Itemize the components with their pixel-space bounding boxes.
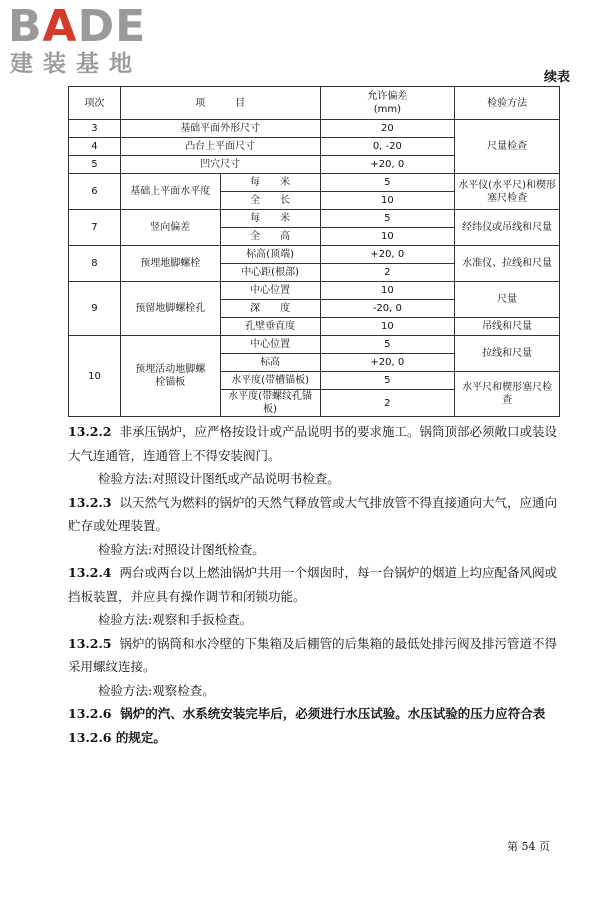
row-tolerance: 2 [320, 264, 455, 282]
header-tolerance: 允许偏差 (mm) [320, 87, 455, 120]
row-subitem: 中心位置 [220, 336, 320, 354]
row-method: 水平尺和楔形塞尺检查 [455, 372, 560, 417]
row-subitem: 全 长 [220, 192, 320, 210]
table-header-row [69, 87, 560, 120]
page-number: 第 54 页 [507, 840, 550, 853]
table-row [69, 120, 560, 138]
table-row [69, 174, 560, 192]
row-no: 4 [69, 138, 121, 156]
logo-letter-b: B [8, 1, 43, 52]
row-tolerance: 20 [320, 120, 455, 138]
clause-text: 两台或两台以上燃油锅炉共用一个烟囱时，每一台锅炉的烟道上均应配备风阀或挡板装置，并应具有操作调节和闭锁功能。 [68, 565, 557, 604]
row-item: 预埋地脚螺栓 [120, 246, 220, 282]
row-subitem: 孔壁垂直度 [220, 318, 320, 336]
clause-text: 以天然气为燃料的锅炉的天然气释放管或大气排放管不得直接通向大气，应通向贮存或处理装置。 [68, 494, 557, 533]
row-no: 9 [69, 282, 121, 336]
row-method: 尺量 [455, 282, 560, 318]
row-tolerance: 10 [320, 282, 455, 300]
row-tolerance: +20, 0 [320, 156, 455, 174]
row-tolerance: 2 [320, 390, 455, 417]
table-row [69, 336, 560, 354]
clause-13-2-5 [68, 632, 562, 679]
row-method: 经纬仪或吊线和尺量 [455, 210, 560, 246]
header-item-no: 项次 [69, 87, 121, 120]
row-subitem: 中心位置 [220, 282, 320, 300]
row-tolerance: +20, 0 [320, 246, 455, 264]
clause-13-2-2 [68, 420, 562, 467]
clause-text: 锅炉的锅筒和水冷壁的下集箱及后棚管的后集箱的最低处排污阀及排污管道不得采用螺纹连接。 [68, 635, 557, 674]
row-tolerance: 5 [320, 372, 455, 390]
row-method: 水平仪(水平尺)和楔形塞尺检查 [455, 174, 560, 210]
row-method: 拉线和尺量 [455, 336, 560, 372]
clause-13-2-4 [68, 561, 562, 608]
row-subitem: 每 米 [220, 210, 320, 228]
row-tolerance: 5 [320, 336, 455, 354]
table-row [69, 282, 560, 300]
row-item: 凸台上平面尺寸 [120, 138, 320, 156]
clause-13-2-3 [68, 491, 562, 538]
clause-number: 13.2.4 [68, 565, 112, 580]
row-subitem: 全 高 [220, 228, 320, 246]
tolerance-table [68, 86, 560, 417]
row-subitem: 每 米 [220, 174, 320, 192]
table-row [69, 210, 560, 228]
header-item: 项 目 [120, 87, 320, 120]
row-item: 基础上平面水平度 [120, 174, 220, 210]
row-tolerance: 10 [320, 228, 455, 246]
row-no: 8 [69, 246, 121, 282]
clause-check-method: 检验方法:观察和手扳检查。 [98, 612, 253, 627]
row-subitem: 水平度(带螺纹孔锚板) [220, 390, 320, 417]
row-tolerance: -20, 0 [320, 300, 455, 318]
row-tolerance: 10 [320, 318, 455, 336]
clauses [68, 420, 562, 749]
clause-check-method: 检验方法:观察检查。 [98, 682, 215, 698]
row-subitem: 深 度 [220, 300, 320, 318]
row-subitem: 中心距(根部) [220, 264, 320, 282]
row-method: 尺量检查 [455, 120, 560, 174]
logo [8, 1, 147, 78]
row-item: 预留地脚螺栓孔 [120, 282, 220, 336]
logo-subtitle: 建装基地 [10, 51, 142, 77]
row-method: 水准仪、拉线和尺量 [455, 246, 560, 282]
row-tolerance: 10 [320, 192, 455, 210]
row-tolerance: 5 [320, 210, 455, 228]
row-item: 竖向偏差 [120, 210, 220, 246]
row-subitem: 标高 [220, 354, 320, 372]
clause-text: 锅炉的汽、水系统安装完毕后，必须进行水压试验。水压试验的压力应符合表 13.2.6 的规定。 [68, 706, 546, 745]
logo-wordmark [8, 1, 147, 52]
clause-check-method: 检验方法:对照设计图纸或产品说明书检查。 [98, 471, 340, 486]
row-no: 7 [69, 210, 121, 246]
row-no: 3 [69, 120, 121, 138]
row-tolerance: 5 [320, 174, 455, 192]
clause-number: 13.2.6 [68, 706, 112, 721]
row-tolerance: 0, -20 [320, 138, 455, 156]
clause-text: 非承压锅炉，应严格按设计或产品说明书的要求施工。锅筒顶部必须敞口或装设大气连通管，连通管上不得安装阀门。 [68, 424, 557, 463]
row-item: 基础平面外形尺寸 [120, 120, 320, 138]
continued-label: 续表 [543, 70, 570, 85]
clause-number: 13.2.2 [68, 424, 112, 439]
clause-number: 13.2.3 [68, 494, 112, 510]
row-item: 凹穴尺寸 [120, 156, 320, 174]
row-method: 吊线和尺量 [455, 318, 560, 336]
logo-letter-a: A [42, 1, 78, 52]
row-subitem: 标高(顶端) [220, 246, 320, 264]
logo-letters-de: DE [77, 1, 147, 52]
row-tolerance: +20, 0 [320, 354, 455, 372]
row-item: 预埋活动地脚螺栓锚板 [120, 336, 220, 417]
clause-13-2-6 [68, 702, 562, 749]
row-subitem: 水平度(带槽锚板) [220, 372, 320, 390]
clause-check-method: 检验方法:对照设计图纸检查。 [98, 541, 265, 557]
header-method: 检验方法 [455, 87, 560, 120]
clause-number: 13.2.5 [68, 635, 112, 651]
row-no: 6 [69, 174, 121, 210]
table-row [69, 246, 560, 264]
row-no: 10 [69, 336, 121, 417]
row-no: 5 [69, 156, 121, 174]
